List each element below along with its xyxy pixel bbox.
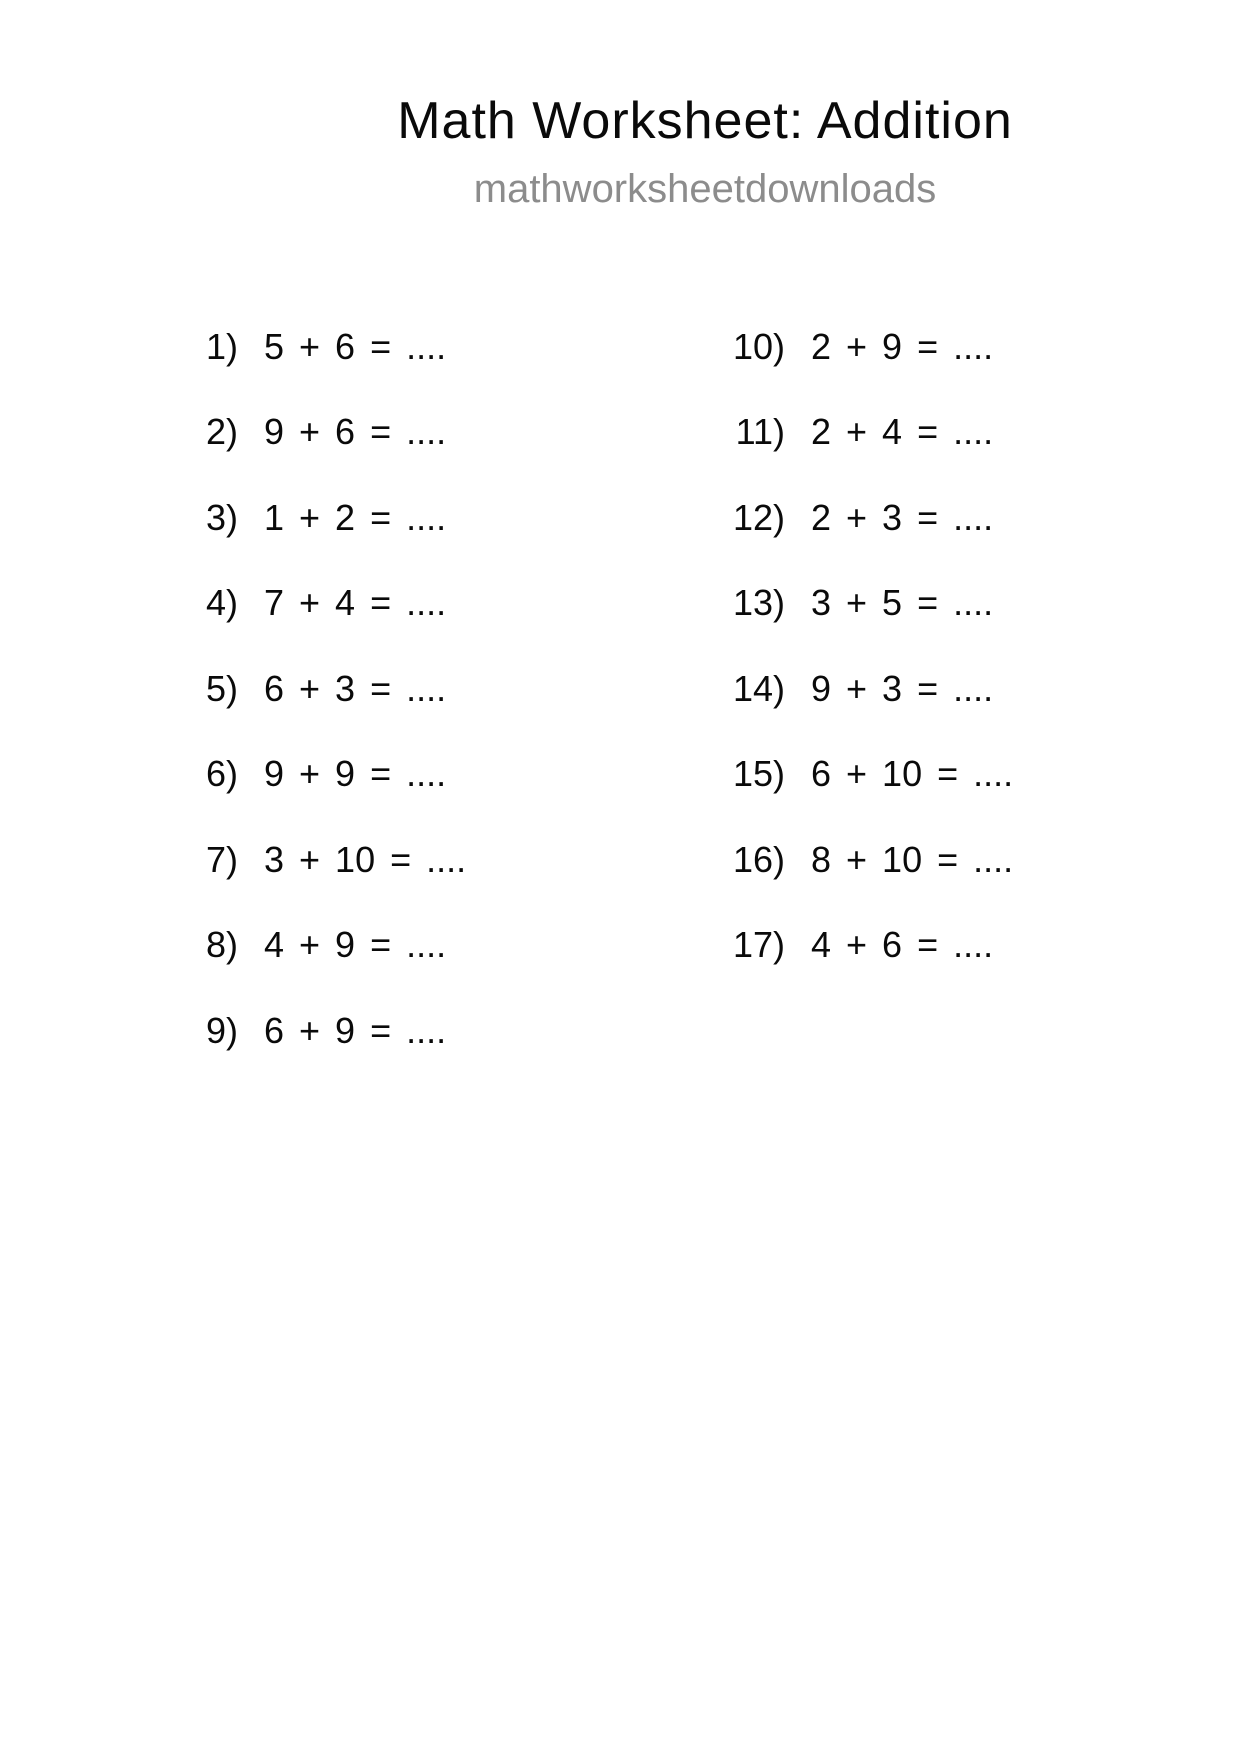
worksheet-header — [0, 92, 1240, 212]
problem-row — [620, 903, 1180, 989]
problem-expression: 6 + 9 = .... — [264, 1009, 447, 1051]
problem-row — [150, 304, 610, 390]
problem-expression: 4 + 6 = .... — [811, 924, 994, 966]
problem-expression: 2 + 3 = .... — [811, 496, 994, 538]
problem-number: 8) — [205, 924, 238, 966]
problem-expression: 6 + 3 = .... — [264, 667, 447, 709]
problem-row — [150, 561, 610, 647]
problem-expression: 9 + 6 = .... — [264, 411, 447, 453]
problem-row — [150, 903, 610, 989]
problem-row — [150, 988, 610, 1074]
problem-row — [620, 646, 1180, 732]
problem-number: 2) — [205, 411, 238, 453]
problem-number: 11) — [735, 411, 785, 453]
problem-expression: 4 + 9 = .... — [264, 924, 447, 966]
problem-row — [150, 817, 610, 903]
problem-number: 4) — [205, 582, 238, 624]
problem-number: 3) — [205, 496, 238, 538]
problem-number: 6) — [205, 753, 238, 795]
problem-number: 13) — [732, 582, 785, 624]
problem-number: 5) — [205, 667, 238, 709]
problems-column-left — [150, 304, 610, 1074]
problem-expression: 8 + 10 = .... — [811, 838, 1014, 880]
problem-row — [620, 475, 1180, 561]
problem-expression: 9 + 3 = .... — [811, 667, 994, 709]
problem-row — [620, 304, 1180, 390]
problem-number: 17) — [732, 924, 785, 966]
problem-expression: 9 + 9 = .... — [264, 753, 447, 795]
problem-row — [150, 732, 610, 818]
problem-number: 15) — [732, 753, 785, 795]
problem-row — [620, 561, 1180, 647]
problem-row — [620, 732, 1180, 818]
problem-number: 10) — [732, 325, 785, 367]
problem-expression: 6 + 10 = .... — [811, 753, 1014, 795]
problems-column-right — [620, 304, 1180, 988]
problem-row — [150, 390, 610, 476]
problem-row — [620, 817, 1180, 903]
problem-expression: 5 + 6 = .... — [264, 325, 447, 367]
problem-expression: 1 + 2 = .... — [264, 496, 447, 538]
problem-row — [150, 475, 610, 561]
problem-expression: 2 + 4 = .... — [811, 411, 994, 453]
page-subtitle: mathworksheetdownloads — [473, 166, 937, 211]
problem-expression: 7 + 4 = .... — [264, 582, 447, 624]
problem-number: 14) — [732, 667, 785, 709]
problem-row — [150, 646, 610, 732]
problem-expression: 2 + 9 = .... — [811, 325, 994, 367]
page-title: Math Worksheet: Addition — [397, 92, 1013, 150]
problem-expression: 3 + 10 = .... — [264, 838, 467, 880]
problem-number: 16) — [732, 838, 785, 880]
problem-number: 9) — [205, 1009, 238, 1051]
problem-number: 7) — [205, 838, 238, 880]
problem-expression: 3 + 5 = .... — [811, 582, 994, 624]
problem-row — [620, 390, 1180, 476]
problem-number: 12) — [732, 496, 785, 538]
problem-number: 1) — [205, 325, 238, 367]
